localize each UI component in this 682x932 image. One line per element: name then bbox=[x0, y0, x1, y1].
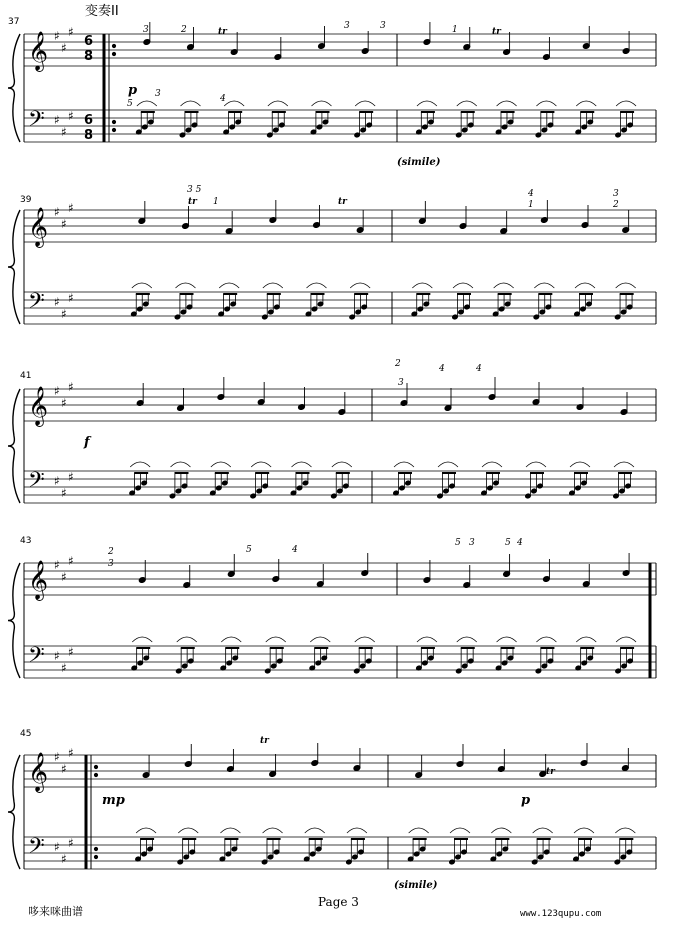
site-url: www.123qupu.com bbox=[520, 909, 602, 919]
fingering: 3 bbox=[613, 189, 619, 199]
fingering: 4 bbox=[439, 364, 445, 374]
slur bbox=[615, 828, 635, 833]
trill-mark: tr bbox=[546, 767, 555, 777]
sharp-icon: ♯ bbox=[54, 558, 60, 572]
sharp-icon: ♯ bbox=[54, 750, 60, 764]
fingering: 3 5 bbox=[187, 185, 202, 195]
sharp-icon: ♯ bbox=[61, 217, 67, 231]
fingering: 3 bbox=[155, 89, 161, 99]
dynamic-p: p bbox=[128, 83, 138, 98]
repeat-dot bbox=[112, 52, 115, 55]
sharp-icon: ♯ bbox=[61, 396, 67, 410]
fingering: 5 bbox=[246, 545, 252, 555]
fingering: 3 bbox=[398, 378, 404, 388]
sharp-icon: ♯ bbox=[68, 291, 74, 305]
sharp-icon: ♯ bbox=[61, 41, 67, 55]
sharp-icon: ♯ bbox=[61, 661, 67, 675]
slur bbox=[219, 283, 239, 288]
bass-clef-icon: 𝄢 bbox=[28, 643, 45, 673]
slur bbox=[576, 637, 596, 642]
sharp-icon: ♯ bbox=[61, 762, 67, 776]
slur bbox=[350, 283, 370, 288]
sharp-icon: ♯ bbox=[68, 836, 74, 850]
treble-clef-icon: 𝄞 bbox=[28, 31, 49, 71]
sharp-icon: ♯ bbox=[54, 649, 60, 663]
fingering: 2 bbox=[181, 25, 187, 35]
slur bbox=[497, 101, 517, 106]
simile-marking: (simile) bbox=[397, 157, 441, 168]
trill-mark: tr bbox=[492, 27, 501, 37]
sharp-icon: ♯ bbox=[68, 746, 74, 760]
sharp-icon: ♯ bbox=[61, 852, 67, 866]
repeat-dot bbox=[112, 120, 115, 123]
fingering: 5 bbox=[127, 99, 133, 109]
slur bbox=[616, 637, 636, 642]
fingering: 3 bbox=[469, 538, 475, 548]
slur bbox=[177, 637, 197, 642]
sharp-icon: ♯ bbox=[61, 486, 67, 500]
slur bbox=[312, 101, 332, 106]
simile-marking: (simile) bbox=[394, 880, 438, 891]
repeat-dot bbox=[112, 44, 115, 47]
slur bbox=[263, 828, 283, 833]
repeat-dot bbox=[94, 765, 97, 768]
treble-clef-icon: 𝄞 bbox=[28, 207, 49, 247]
fingering: 1 bbox=[452, 25, 458, 35]
sharp-icon: ♯ bbox=[68, 470, 74, 484]
staff-lines bbox=[24, 34, 656, 869]
bass-clef-icon: 𝄢 bbox=[28, 107, 45, 137]
slur bbox=[355, 101, 375, 106]
slur bbox=[347, 828, 367, 833]
trill-mark: tr bbox=[218, 27, 227, 37]
fingering: 3 bbox=[108, 559, 114, 569]
slur bbox=[457, 101, 477, 106]
measure-number-43: 43 bbox=[20, 536, 32, 546]
slur bbox=[417, 101, 437, 106]
sharp-icon: ♯ bbox=[54, 113, 60, 127]
measure-number-37: 37 bbox=[8, 17, 20, 27]
sharp-icon: ♯ bbox=[68, 201, 74, 215]
sharp-icon: ♯ bbox=[68, 25, 74, 39]
sharp-icon: ♯ bbox=[54, 205, 60, 219]
treble-clef-icon: 𝄞 bbox=[28, 560, 49, 600]
fingering: 5 bbox=[505, 538, 511, 548]
sharp-icon: ♯ bbox=[61, 125, 67, 139]
fingering: 4 bbox=[292, 545, 298, 555]
slur bbox=[263, 283, 283, 288]
sharp-icon: ♯ bbox=[54, 384, 60, 398]
slur bbox=[494, 283, 514, 288]
slur bbox=[438, 462, 458, 467]
fingering: 2 bbox=[395, 359, 401, 369]
sharp-icon: ♯ bbox=[68, 380, 74, 394]
slur bbox=[409, 828, 429, 833]
time-sig-lower-bass: 8 bbox=[84, 128, 94, 143]
sharp-icon: ♯ bbox=[54, 474, 60, 488]
measure-number-45: 45 bbox=[20, 729, 32, 739]
variation-title: 变奏II bbox=[85, 4, 119, 19]
repeat-dot bbox=[94, 855, 97, 858]
slur bbox=[181, 101, 201, 106]
fingering: 1 bbox=[213, 197, 219, 207]
trill-mark: tr bbox=[260, 736, 269, 746]
slur bbox=[224, 101, 244, 106]
slur bbox=[412, 283, 432, 288]
system-structure bbox=[8, 25, 656, 869]
brace bbox=[8, 389, 20, 503]
dynamic-f: f bbox=[84, 435, 90, 450]
sharp-icon: ♯ bbox=[61, 570, 67, 584]
slur bbox=[268, 101, 288, 106]
fingering: 3 bbox=[344, 21, 350, 31]
treble-clef-icon: 𝄞 bbox=[28, 752, 49, 792]
sharp-icon: ♯ bbox=[68, 109, 74, 123]
slur bbox=[450, 828, 470, 833]
fingering: 1 bbox=[528, 200, 534, 210]
treble-clef-icon: 𝄞 bbox=[28, 386, 49, 426]
bass-clef-icon: 𝄢 bbox=[28, 468, 45, 498]
slur bbox=[453, 283, 473, 288]
fingering: 4 bbox=[517, 538, 523, 548]
page-label: Page 3 bbox=[318, 895, 359, 909]
brace bbox=[8, 34, 20, 142]
sharp-icon: ♯ bbox=[68, 554, 74, 568]
repeat-dot bbox=[94, 773, 97, 776]
slur bbox=[307, 283, 327, 288]
fingering: 4 bbox=[476, 364, 482, 374]
slur bbox=[575, 283, 595, 288]
dynamic-mp: mp bbox=[102, 793, 125, 808]
slur bbox=[457, 637, 477, 642]
slur bbox=[526, 462, 546, 467]
slur bbox=[576, 101, 596, 106]
repeat-dot bbox=[112, 128, 115, 131]
slur bbox=[132, 283, 152, 288]
slur bbox=[536, 101, 556, 106]
slur bbox=[394, 462, 414, 467]
bass-clef-icon: 𝄢 bbox=[28, 834, 45, 864]
slur bbox=[292, 462, 312, 467]
fingering: 2 bbox=[108, 547, 114, 557]
slur bbox=[482, 462, 502, 467]
brace bbox=[8, 755, 20, 869]
fingering: 4 bbox=[528, 189, 534, 199]
slur bbox=[616, 283, 636, 288]
slur bbox=[305, 828, 325, 833]
time-sig-upper-treble: 6 bbox=[84, 34, 94, 49]
slur bbox=[355, 637, 375, 642]
fingering: 5 bbox=[455, 538, 461, 548]
slur bbox=[616, 101, 636, 106]
slur bbox=[130, 462, 150, 467]
slur bbox=[614, 462, 634, 467]
sharp-icon: ♯ bbox=[54, 840, 60, 854]
slur bbox=[417, 637, 437, 642]
brand-logo-text: 哆来咪曲谱 bbox=[28, 905, 83, 918]
slur bbox=[266, 637, 286, 642]
bass-clef-icon: 𝄢 bbox=[28, 289, 45, 319]
measure-number-41: 41 bbox=[20, 371, 32, 381]
fingering: 3 bbox=[380, 21, 386, 31]
slur bbox=[570, 462, 590, 467]
fingering: 2 bbox=[613, 200, 619, 210]
slur bbox=[171, 462, 191, 467]
slur bbox=[491, 828, 511, 833]
sharp-icon: ♯ bbox=[68, 645, 74, 659]
fingering: 4 bbox=[220, 94, 226, 104]
brace bbox=[8, 210, 20, 324]
slur bbox=[176, 283, 196, 288]
repeat-dot bbox=[94, 847, 97, 850]
slur bbox=[533, 828, 553, 833]
slur bbox=[536, 637, 556, 642]
trill-mark: tr bbox=[338, 197, 347, 207]
brace bbox=[8, 563, 20, 678]
slur bbox=[132, 637, 152, 642]
slur bbox=[497, 637, 517, 642]
slur bbox=[310, 637, 330, 642]
time-sig-upper-bass: 6 bbox=[84, 113, 94, 128]
sharp-icon: ♯ bbox=[54, 295, 60, 309]
notes bbox=[129, 22, 636, 865]
dynamic-p-second: p bbox=[521, 793, 531, 808]
slur bbox=[178, 828, 198, 833]
slur bbox=[332, 462, 352, 467]
slur bbox=[251, 462, 271, 467]
sharp-icon: ♯ bbox=[61, 307, 67, 321]
slur bbox=[136, 828, 156, 833]
slur bbox=[221, 637, 241, 642]
slur bbox=[574, 828, 594, 833]
fingering: 3 bbox=[143, 25, 149, 35]
slur bbox=[534, 283, 554, 288]
slur bbox=[211, 462, 231, 467]
trill-mark: tr bbox=[188, 197, 197, 207]
slur bbox=[220, 828, 240, 833]
time-sig-lower-treble: 8 bbox=[84, 49, 94, 64]
slur bbox=[137, 101, 157, 106]
measure-number-39: 39 bbox=[20, 195, 32, 205]
sharp-icon: ♯ bbox=[54, 29, 60, 43]
